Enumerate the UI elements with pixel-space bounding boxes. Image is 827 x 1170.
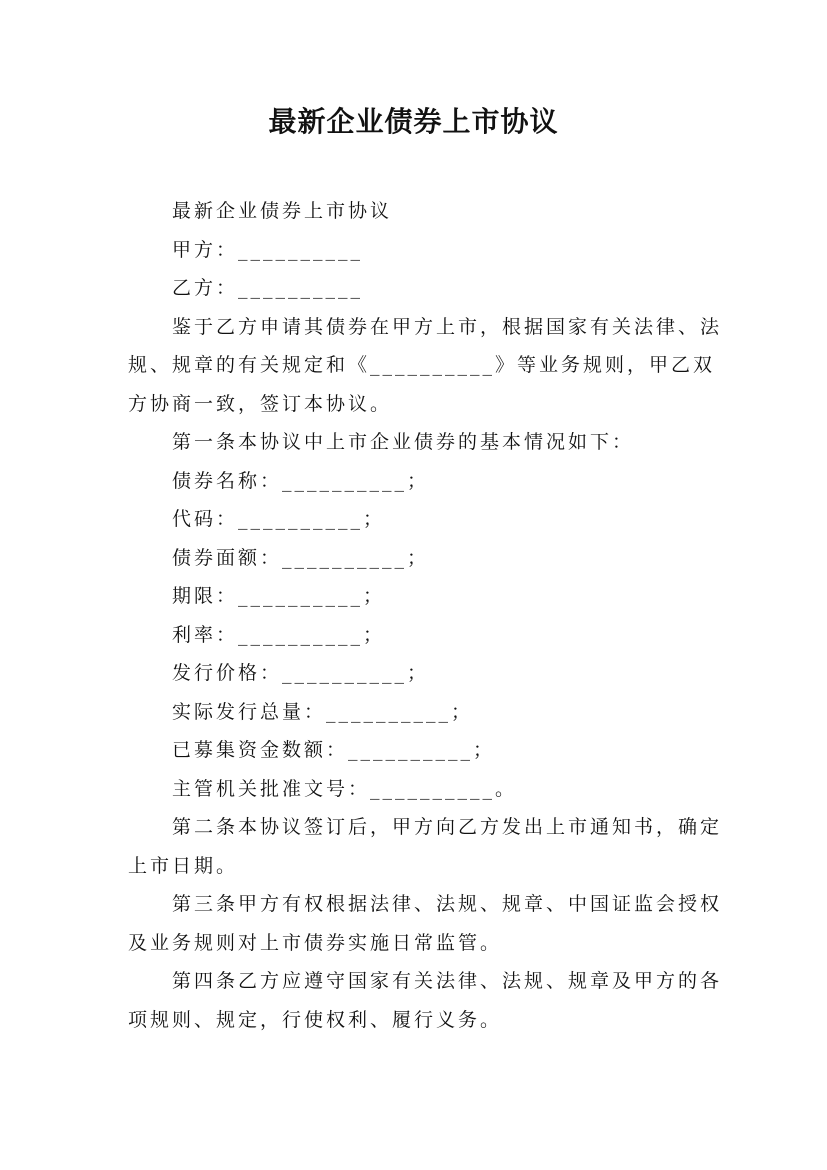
- paragraph-bond-name: 债券名称：__________；: [172, 469, 430, 492]
- paragraph-article-2: 第二条本协议签订后，甲方向乙方发出上市通知书，确定上市日期。: [128, 816, 723, 877]
- paragraph-party-b: 乙方：__________: [172, 277, 364, 299]
- paragraph-preamble: 鉴于乙方申请其债券在甲方上市，根据国家有关法律、法规、规章的有关规定和《__________》等业务规则，甲乙双方协商一致，签订本协议。: [128, 315, 723, 415]
- paragraph-issue-price: 发行价格：__________；: [172, 662, 430, 684]
- paragraph-bond-rate: 利率：__________；: [172, 623, 386, 646]
- paragraph-bond-face-value: 债券面额：__________；: [172, 546, 430, 569]
- document-title: 最新企业债券上市协议: [268, 105, 559, 138]
- paragraph-article-1: 第一条本协议中上市企业债券的基本情况如下：: [172, 431, 635, 453]
- paragraph-bond-term: 期限：__________；: [172, 585, 386, 607]
- paragraph-issue-total: 实际发行总量：__________；: [172, 700, 474, 723]
- paragraph-approval-number: 主管机关批准文号：__________。: [172, 777, 518, 800]
- paragraph-article-4: 第四条乙方应遵守国家有关法律、法规、规章及甲方的各项规则、规定，行使权利、履行义务。: [128, 970, 723, 1031]
- paragraph-funds-raised: 已募集资金数额：__________；: [172, 739, 496, 761]
- paragraph-subtitle: 最新企业债券上市协议: [172, 200, 393, 222]
- paragraph-article-3: 第三条甲方有权根据法律、法规、规章、中国证监会授权及业务规则对上市债券实施日常监管。: [128, 893, 723, 954]
- paragraph-bond-code: 代码：__________；: [172, 508, 386, 530]
- paragraph-party-a: 甲方：__________: [172, 238, 364, 261]
- document-body: [128, 192, 728, 1039]
